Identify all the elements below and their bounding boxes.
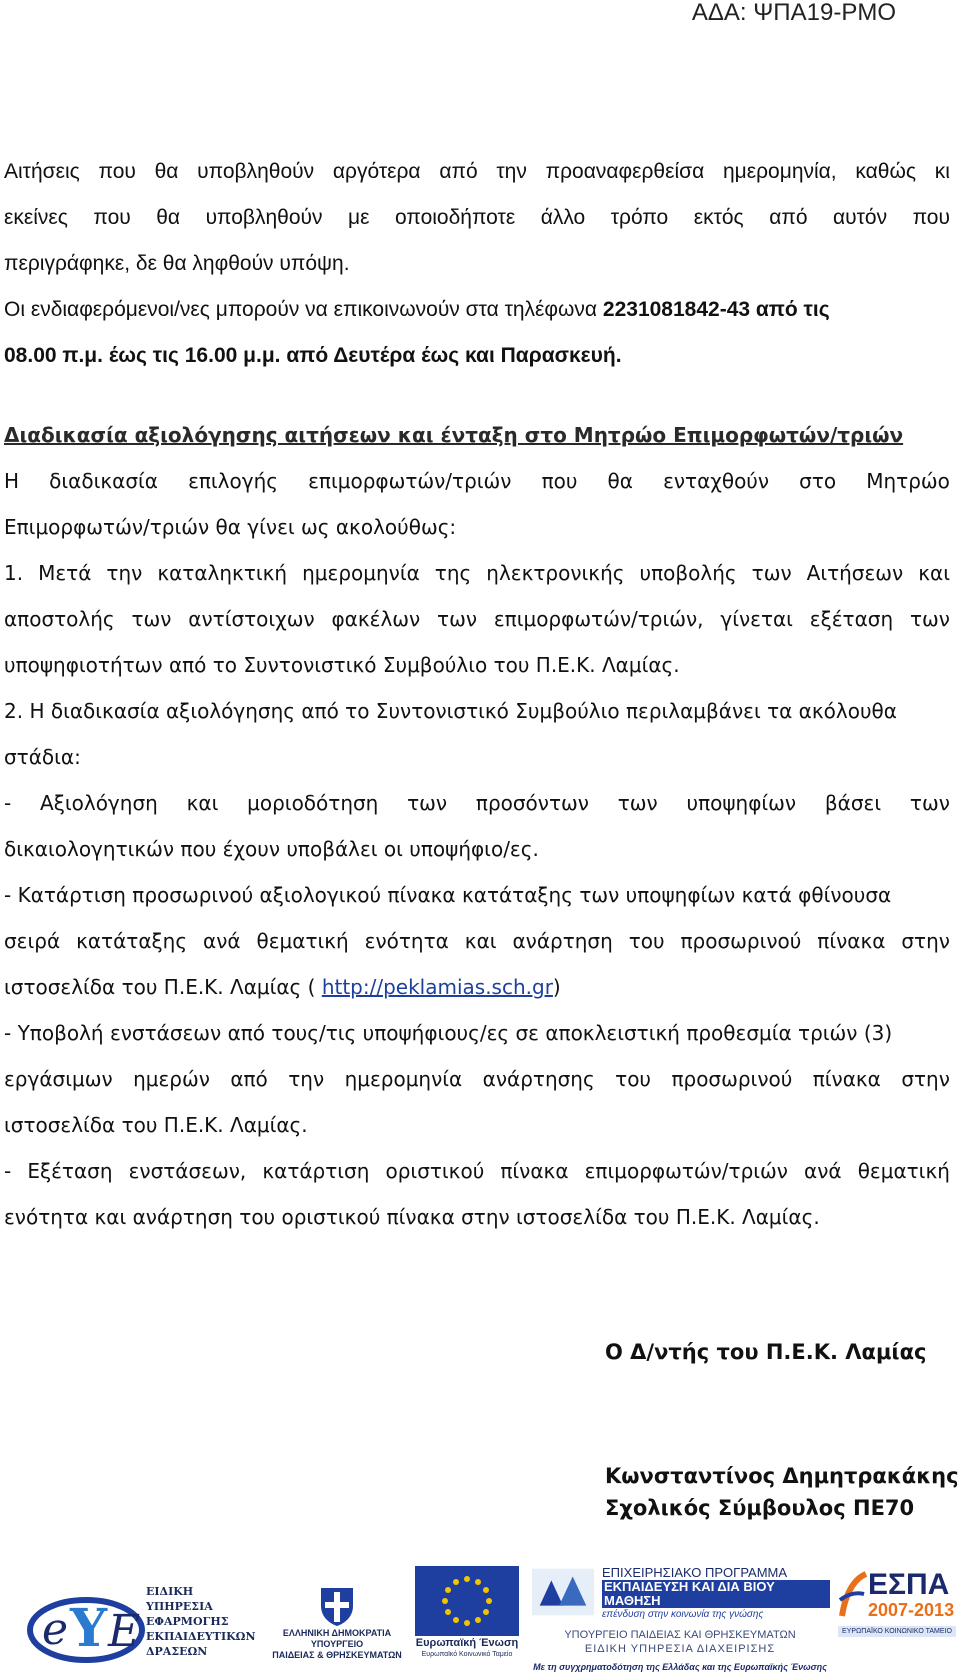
word: πίνακα: [500, 1159, 569, 1183]
contact-text: Οι ενδιαφερόμενοι/νες μπορούν να επικοινωνούν στα τηλέφωνα: [4, 298, 603, 321]
text-line: [4, 596, 950, 642]
word: ημερομηνία,: [722, 160, 837, 183]
word: υποψηφίων: [686, 791, 797, 815]
word: από: [439, 160, 478, 183]
office-hours: 08.00 π.μ. έως τις 16.00 μ.μ. από Δευτέρα έως και Παρασκευή.: [4, 344, 622, 367]
word: καταληκτική: [157, 561, 288, 585]
word: επιμορφωτών/τριών,: [493, 607, 704, 631]
signature-name: Κωνσταντίνος Δημητρακάκης: [605, 1464, 959, 1488]
word: που: [912, 206, 950, 229]
word: θεματική: [256, 929, 349, 953]
word: προσωρινού: [671, 1067, 793, 1091]
eye-text-line: ΔΡΑΣΕΩΝ: [146, 1645, 208, 1658]
hours-line: [4, 333, 950, 379]
word: από: [769, 206, 808, 229]
word: των: [617, 791, 658, 815]
programme-slogan: επένδυση στην κοινωνία της γνώσης: [601, 1609, 764, 1620]
word: ημερομηνία: [344, 1067, 463, 1091]
word: στο: [799, 469, 837, 493]
word: Μητρώο: [866, 469, 950, 493]
greek-coat-of-arms-icon: [317, 1584, 357, 1628]
eu-subtext: Ευρωπαϊκό Κοινωνικό Ταμείο: [421, 1651, 513, 1658]
text-line: [4, 550, 950, 596]
word: θα: [156, 206, 181, 229]
word: την: [496, 160, 527, 183]
word: προσωρινού: [680, 929, 802, 953]
word: υποβληθούν: [205, 206, 323, 229]
word: Αιτήσεων: [806, 561, 904, 585]
word: ενταχθούν: [663, 469, 770, 493]
ministry-text: ΠΑΙΔΕΙΑΣ & ΘΡΗΣΚΕΥΜΑΤΩΝ: [272, 1650, 402, 1660]
text-line: - Υποβολή ενστάσεων από τους/τις υποψήφιους/ες σε αποκλειστική προθεσμία τριών (3): [4, 1021, 893, 1045]
word: θα: [607, 469, 633, 493]
word: κατάταξης: [76, 929, 188, 953]
eu-flag-icon: [415, 1566, 519, 1636]
svg-text:Y: Y: [70, 1598, 108, 1659]
word: αποστολής: [4, 607, 115, 631]
word: τρόπο: [610, 206, 669, 229]
text-line: [4, 1056, 950, 1102]
word: φακέλων: [331, 607, 421, 631]
word: διαδικασία: [49, 469, 158, 493]
programme-emblem-icon: [530, 1566, 596, 1618]
eye-text-line: ΕΙΔΙΚΗ: [146, 1585, 194, 1598]
word: θα: [154, 160, 179, 183]
word: ενότητα: [364, 929, 449, 953]
word: της: [434, 561, 472, 585]
eye-text-line: ΕΦΑΡΜΟΓΗΣ: [146, 1615, 229, 1628]
word: των: [751, 561, 792, 585]
link-prefix: ιστοσελίδα του Π.Ε.Κ. Λαμίας (: [4, 975, 322, 999]
word: προσόντων: [475, 791, 589, 815]
word: πίνακα: [817, 929, 886, 953]
word: επιμορφωτών/τριών: [584, 1159, 788, 1183]
ada-code: ΑΔΑ: ΨΠΑ19-ΡΜΟ: [691, 0, 896, 26]
word: επιμορφωτών/τριών: [308, 469, 512, 493]
intro-paragraph: [4, 149, 950, 379]
text-line: [4, 458, 950, 504]
text-line: [4, 964, 950, 1010]
operational-programme-logo: [530, 1566, 830, 1670]
word: μοριοδότηση: [247, 791, 379, 815]
word: κατάρτιση: [262, 1159, 370, 1183]
word: -: [4, 791, 12, 815]
word: καθώς: [855, 160, 916, 183]
programme-ministry: ΥΠΟΥΡΓΕΙΟ ΠΑΙΔΕΙΑΣ ΚΑΙ ΘΡΗΣΚΕΥΜΑΤΩΝ: [564, 1629, 796, 1641]
word: άλλο: [540, 206, 586, 229]
word: ανά: [804, 1159, 842, 1183]
eye-text-line: ΕΚΠΑΙΔΕΥΤΙΚΩΝ: [146, 1630, 256, 1643]
word: και: [918, 561, 950, 585]
word: των: [131, 607, 172, 631]
text-line: - Κατάρτιση προσωρινού αξιολογικού πίνακα κατάταξης των υποψηφίων κατά φθίνουσα: [4, 883, 892, 907]
word: από: [230, 1067, 268, 1091]
word: και: [464, 929, 497, 953]
word: ημερομηνία: [302, 561, 420, 585]
phone-numbers: 2231081842-43 από τις: [602, 298, 830, 321]
contact-line: [4, 287, 950, 333]
word: Εξέταση: [27, 1159, 113, 1183]
hellenic-republic-logo: [272, 1584, 402, 1664]
programme-cofunding: Με τη συγχρηματοδότηση της Ελλάδας και της Ευρωπαϊκής Ένωσης: [533, 1662, 827, 1672]
text-line: δικαιολογητικών που έχουν υποβάλει οι υποψήφιο/ες.: [4, 837, 539, 861]
word: οριστικού: [385, 1159, 485, 1183]
word: 1.: [4, 561, 24, 585]
text-line: περιγράφηκε, δε θα ληφθούν υπόψη.: [4, 252, 350, 275]
word: εργάσιμων: [4, 1067, 113, 1091]
word: αυτόν: [833, 206, 888, 229]
word: στην: [901, 1067, 950, 1091]
word: αργότερα: [332, 160, 421, 183]
word: στην: [901, 929, 950, 953]
ministry-text: ΕΛΛΗΝΙΚΗ ΔΗΜΟΚΡΑΤΙΑ: [282, 1628, 392, 1638]
word: θεματική: [857, 1159, 950, 1183]
word: Μετά: [38, 561, 92, 585]
word: εκείνες: [4, 206, 68, 229]
word: την: [288, 1067, 325, 1091]
word: ανά: [203, 929, 241, 953]
text-line: [4, 195, 950, 241]
eye-emblem-icon: [26, 1578, 146, 1666]
espa-title: ΕΣΠΑ: [868, 1568, 950, 1601]
svg-text:E: E: [108, 1606, 141, 1657]
word: Αξιολόγηση: [40, 791, 158, 815]
word: βάσει: [824, 791, 882, 815]
word: σειρά: [4, 929, 61, 953]
text-line: στάδια:: [4, 745, 81, 769]
word: αντίστοιχων: [188, 607, 315, 631]
word: Η: [4, 469, 20, 493]
funding-logos-footer: [0, 1558, 960, 1670]
word: προαναφερθείσα: [545, 160, 705, 183]
signature-role: Ο Δ/ντής του Π.Ε.Κ. Λαμίας: [605, 1340, 927, 1364]
text-line: υποψηφιοτήτων από το Συντονιστικό Συμβούλιο του Π.Ε.Κ. Λαμίας.: [4, 653, 680, 677]
programme-title: ΕΠΙΧΕΙΡΗΣΙΑΚΟ ΠΡΟΓΡΑΜΜΑ: [601, 1565, 788, 1580]
word: των: [909, 607, 950, 631]
word: εκτός: [693, 206, 744, 229]
word: πίνακα: [812, 1067, 881, 1091]
word: ανάρτησης: [482, 1067, 595, 1091]
word: Αιτήσεις: [4, 160, 80, 183]
text-line: [4, 780, 950, 826]
link-suffix: ): [552, 975, 561, 999]
programme-service: ΕΙΔΙΚΗ ΥΠΗΡΕΣΙΑ ΔΙΑΧΕΙΡΙΣΗΣ: [584, 1643, 776, 1655]
word: του: [615, 1067, 652, 1091]
eye-logo: [26, 1578, 266, 1668]
eu-logo: [412, 1566, 522, 1666]
word: την: [106, 561, 143, 585]
word: με: [348, 206, 370, 229]
word: των: [437, 607, 478, 631]
espa-emblem-icon: [838, 1570, 868, 1620]
word: υποβληθούν: [197, 160, 315, 183]
word: ενστάσεων,: [128, 1159, 247, 1183]
website-link[interactable]: http://peklamias.sch.gr: [321, 975, 553, 999]
signature-title: Σχολικός Σύμβουλος ΠΕ70: [605, 1496, 915, 1520]
espa-subtitle: ΕΥΡΩΠΑΪΚΟ ΚΟΙΝΩΝΙΚΟ ΤΑΜΕΙΟ: [838, 1626, 956, 1637]
svg-text:e: e: [42, 1604, 69, 1655]
word: εξέταση: [809, 607, 894, 631]
section-heading: Διαδικασία αξιολόγησης αιτήσεων και ένταξη στο Μητρώο Επιμορφωτών/τριών: [4, 423, 904, 447]
eye-text-line: ΥΠΗΡΕΣΙΑ: [146, 1600, 213, 1613]
text-line: [4, 1148, 950, 1194]
text-line: 2. Η διαδικασία αξιολόγησης από το Συντονιστικό Συμβούλιο περιλαμβάνει τα ακόλουθα: [4, 699, 897, 723]
word: και: [186, 791, 219, 815]
text-line: [4, 918, 950, 964]
word: υποβολής: [639, 561, 737, 585]
espa-logo: [838, 1570, 956, 1650]
text-line: [4, 149, 950, 195]
text-line: Επιμορφωτών/τριών θα γίνει ως ακολούθως:: [4, 515, 457, 539]
word: ανάρτηση: [512, 929, 613, 953]
evaluation-section: [4, 412, 950, 1240]
word: του: [628, 929, 665, 953]
word: των: [909, 791, 950, 815]
eu-text: Ευρωπαϊκή Ένωση: [415, 1637, 519, 1649]
text-line: ιστοσελίδα του Π.Ε.Κ. Λαμίας.: [4, 1113, 308, 1137]
word: οποιοδήποτε: [395, 206, 516, 229]
word: κι: [934, 160, 950, 183]
word: -: [4, 1159, 12, 1183]
word: που: [93, 206, 131, 229]
word: ημερών: [133, 1067, 210, 1091]
word: γίνεται: [720, 607, 793, 631]
word: ηλεκτρονικής: [486, 561, 625, 585]
word: που: [541, 469, 578, 493]
text-line: ενότητα και ανάρτηση του οριστικού πίνακα στην ιστοσελίδα του Π.Ε.Κ. Λαμίας.: [4, 1205, 820, 1229]
ministry-text: ΥΠΟΥΡΓΕΙΟ: [310, 1639, 364, 1649]
espa-years: 2007-2013: [868, 1600, 955, 1620]
word: των: [407, 791, 448, 815]
word: που: [98, 160, 136, 183]
programme-name: ΕΚΠΑΙΔΕΥΣΗ ΚΑΙ ΔΙΑ ΒΙΟΥ ΜΑΘΗΣΗ: [602, 1580, 830, 1608]
word: επιλογής: [188, 469, 279, 493]
